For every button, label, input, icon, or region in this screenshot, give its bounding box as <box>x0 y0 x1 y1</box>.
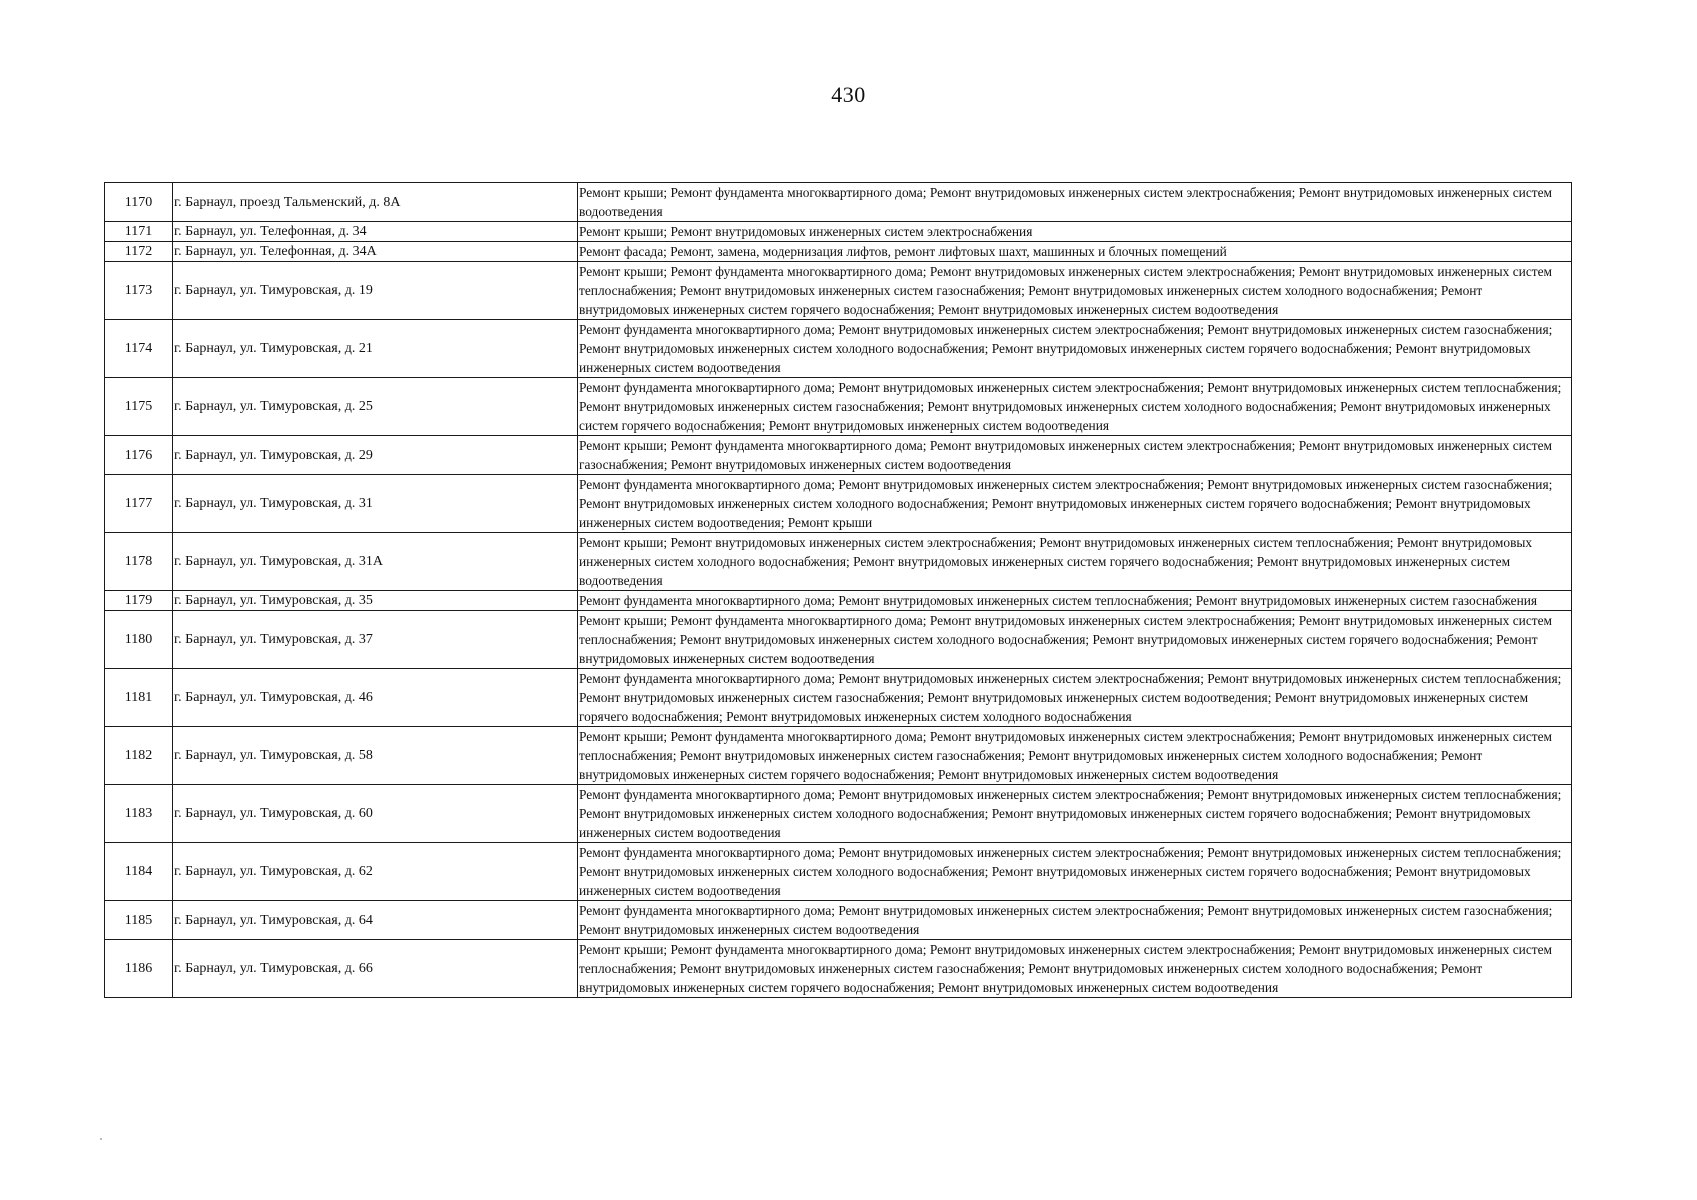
table-row <box>105 591 1572 611</box>
table-row <box>105 727 1572 785</box>
table-row <box>105 320 1572 378</box>
address-cell: г. Барнаул, ул. Тимуровская, д. 46 <box>173 669 578 727</box>
address-cell: г. Барнаул, ул. Телефонная, д. 34 <box>173 222 578 242</box>
row-number-cell: 1174 <box>105 320 173 378</box>
page-number: 430 <box>831 82 866 107</box>
table-row <box>105 843 1572 901</box>
table-row <box>105 533 1572 591</box>
row-number-cell: 1175 <box>105 378 173 436</box>
address-cell: г. Барнаул, ул. Тимуровская, д. 64 <box>173 901 578 940</box>
row-number-cell: 1180 <box>105 611 173 669</box>
repair-works-cell: Ремонт крыши; Ремонт внутридомовых инженерных систем электроснабжения; Ремонт внутридомовых инженерных систем теплоснабжения; Ремонт внутридомовых инженерных систем холодного водоснабжения; Ремонт внутридомовых инженерных систем горячего водоснабжения; Ремонт внутридомовых инженерных систем водоотведения <box>578 533 1572 591</box>
row-number-cell: 1178 <box>105 533 173 591</box>
repair-works-cell: Ремонт фундамента многоквартирного дома; Ремонт внутридомовых инженерных систем электроснабжения; Ремонт внутридомовых инженерных систем теплоснабжения; Ремонт внутридомовых инженерных систем холодного водоснабжения; Ремонт внутридомовых инженерных систем горячего водоснабжения; Ремонт внутридомовых инженерных систем водоотведения <box>578 785 1572 843</box>
repair-works-cell: Ремонт фундамента многоквартирного дома; Ремонт внутридомовых инженерных систем электроснабжения; Ремонт внутридомовых инженерных систем теплоснабжения; Ремонт внутридомовых инженерных систем газоснабжения; Ремонт внутридомовых инженерных систем холодного водоснабжения; Ремонт внутридомовых инженерных систем горячего водоснабжения; Ремонт внутридомовых инженерных систем водоотведения <box>578 378 1572 436</box>
repair-works-cell: Ремонт крыши; Ремонт фундамента многоквартирного дома; Ремонт внутридомовых инженерных систем электроснабжения; Ремонт внутридомовых инженерных систем газоснабжения; Ремонт внутридомовых инженерных систем водоотведения <box>578 436 1572 475</box>
repair-works-cell: Ремонт фундамента многоквартирного дома; Ремонт внутридомовых инженерных систем электроснабжения; Ремонт внутридомовых инженерных систем теплоснабжения; Ремонт внутридомовых инженерных систем газоснабжения; Ремонт внутридомовых инженерных систем водоотведения; Ремонт внутридомовых инженерных систем горячего водоснабжения; Ремонт внутридомовых инженерных систем холодного водоснабжения <box>578 669 1572 727</box>
registry-table-body <box>105 183 1572 998</box>
row-number-cell: 1172 <box>105 242 173 262</box>
repair-works-cell: Ремонт крыши; Ремонт фундамента многоквартирного дома; Ремонт внутридомовых инженерных систем электроснабжения; Ремонт внутридомовых инженерных систем теплоснабжения; Ремонт внутридомовых инженерных систем газоснабжения; Ремонт внутридомовых инженерных систем холодного водоснабжения; Ремонт внутридомовых инженерных систем горячего водоснабжения; Ремонт внутридомовых инженерных систем водоотведения <box>578 262 1572 320</box>
row-number-cell: 1173 <box>105 262 173 320</box>
address-cell: г. Барнаул, ул. Телефонная, д. 34А <box>173 242 578 262</box>
row-number-cell: 1186 <box>105 940 173 998</box>
row-number-cell: 1181 <box>105 669 173 727</box>
repair-works-cell: Ремонт крыши; Ремонт фундамента многоквартирного дома; Ремонт внутридомовых инженерных систем электроснабжения; Ремонт внутридомовых инженерных систем водоотведения <box>578 183 1572 222</box>
address-cell: г. Барнаул, ул. Тимуровская, д. 62 <box>173 843 578 901</box>
repair-works-cell: Ремонт фасада; Ремонт, замена, модернизация лифтов, ремонт лифтовых шахт, машинных и блочных помещений <box>578 242 1572 262</box>
table-row <box>105 475 1572 533</box>
row-number-cell: 1177 <box>105 475 173 533</box>
repair-works-cell: Ремонт фундамента многоквартирного дома; Ремонт внутридомовых инженерных систем электроснабжения; Ремонт внутридомовых инженерных систем газоснабжения; Ремонт внутридомовых инженерных систем холодного водоснабжения; Ремонт внутридомовых инженерных систем горячего водоснабжения; Ремонт внутридомовых инженерных систем водоотведения; Ремонт крыши <box>578 475 1572 533</box>
address-cell: г. Барнаул, ул. Тимуровская, д. 35 <box>173 591 578 611</box>
table-row <box>105 242 1572 262</box>
repair-works-cell: Ремонт крыши; Ремонт фундамента многоквартирного дома; Ремонт внутридомовых инженерных систем электроснабжения; Ремонт внутридомовых инженерных систем теплоснабжения; Ремонт внутридомовых инженерных систем газоснабжения; Ремонт внутридомовых инженерных систем холодного водоснабжения; Ремонт внутридомовых инженерных систем горячего водоснабжения; Ремонт внутридомовых инженерных систем водоотведения <box>578 727 1572 785</box>
address-cell: г. Барнаул, ул. Тимуровская, д. 25 <box>173 378 578 436</box>
repair-works-cell: Ремонт крыши; Ремонт фундамента многоквартирного дома; Ремонт внутридомовых инженерных систем электроснабжения; Ремонт внутридомовых инженерных систем теплоснабжения; Ремонт внутридомовых инженерных систем газоснабжения; Ремонт внутридомовых инженерных систем холодного водоснабжения; Ремонт внутридомовых инженерных систем горячего водоснабжения; Ремонт внутридомовых инженерных систем водоотведения <box>578 940 1572 998</box>
table-row <box>105 262 1572 320</box>
table-row <box>105 940 1572 998</box>
repair-works-cell: Ремонт фундамента многоквартирного дома; Ремонт внутридомовых инженерных систем электроснабжения; Ремонт внутридомовых инженерных систем газоснабжения; Ремонт внутридомовых инженерных систем водоотведения <box>578 901 1572 940</box>
table-row <box>105 183 1572 222</box>
table-row <box>105 436 1572 475</box>
row-number-cell: 1183 <box>105 785 173 843</box>
address-cell: г. Барнаул, ул. Тимуровская, д. 21 <box>173 320 578 378</box>
address-cell: г. Барнаул, ул. Тимуровская, д. 37 <box>173 611 578 669</box>
row-number-cell: 1182 <box>105 727 173 785</box>
address-cell: г. Барнаул, ул. Тимуровская, д. 31 <box>173 475 578 533</box>
repair-works-cell: Ремонт фундамента многоквартирного дома; Ремонт внутридомовых инженерных систем теплоснабжения; Ремонт внутридомовых инженерных систем газоснабжения <box>578 591 1572 611</box>
table-row <box>105 222 1572 242</box>
repair-works-cell: Ремонт фундамента многоквартирного дома; Ремонт внутридомовых инженерных систем электроснабжения; Ремонт внутридомовых инженерных систем газоснабжения; Ремонт внутридомовых инженерных систем холодного водоснабжения; Ремонт внутридомовых инженерных систем горячего водоснабжения; Ремонт внутридомовых инженерных систем водоотведения <box>578 320 1572 378</box>
row-number-cell: 1176 <box>105 436 173 475</box>
scan-artifact-dot <box>100 1138 102 1140</box>
repair-works-cell: Ремонт фундамента многоквартирного дома; Ремонт внутридомовых инженерных систем электроснабжения; Ремонт внутридомовых инженерных систем теплоснабжения; Ремонт внутридомовых инженерных систем холодного водоснабжения; Ремонт внутридомовых инженерных систем горячего водоснабжения; Ремонт внутридомовых инженерных систем водоотведения <box>578 843 1572 901</box>
address-cell: г. Барнаул, ул. Тимуровская, д. 31А <box>173 533 578 591</box>
row-number-cell: 1170 <box>105 183 173 222</box>
table-row <box>105 901 1572 940</box>
address-cell: г. Барнаул, ул. Тимуровская, д. 60 <box>173 785 578 843</box>
table-row <box>105 378 1572 436</box>
row-number-cell: 1185 <box>105 901 173 940</box>
address-cell: г. Барнаул, проезд Тальменский, д. 8А <box>173 183 578 222</box>
address-cell: г. Барнаул, ул. Тимуровская, д. 66 <box>173 940 578 998</box>
address-cell: г. Барнаул, ул. Тимуровская, д. 58 <box>173 727 578 785</box>
address-cell: г. Барнаул, ул. Тимуровская, д. 19 <box>173 262 578 320</box>
address-cell: г. Барнаул, ул. Тимуровская, д. 29 <box>173 436 578 475</box>
repair-works-cell: Ремонт крыши; Ремонт фундамента многоквартирного дома; Ремонт внутридомовых инженерных систем электроснабжения; Ремонт внутридомовых инженерных систем теплоснабжения; Ремонт внутридомовых инженерных систем холодного водоснабжения; Ремонт внутридомовых инженерных систем горячего водоснабжения; Ремонт внутридомовых инженерных систем водоотведения <box>578 611 1572 669</box>
table-row <box>105 785 1572 843</box>
row-number-cell: 1171 <box>105 222 173 242</box>
repair-registry-table <box>104 182 1572 998</box>
repair-works-cell: Ремонт крыши; Ремонт внутридомовых инженерных систем электроснабжения <box>578 222 1572 242</box>
table-row <box>105 611 1572 669</box>
row-number-cell: 1179 <box>105 591 173 611</box>
table-row <box>105 669 1572 727</box>
row-number-cell: 1184 <box>105 843 173 901</box>
